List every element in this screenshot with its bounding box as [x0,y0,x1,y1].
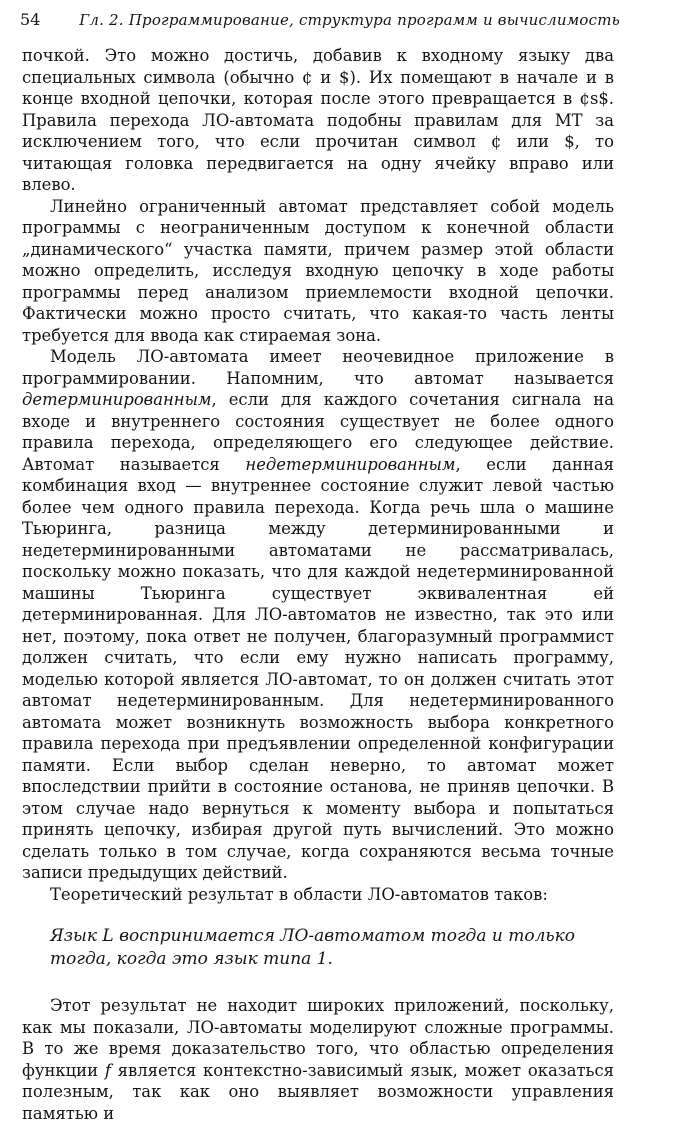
paragraph-text: , если для каждого сочетания сигнала на входе и внутреннего состояния существует не более одного правила перехода, определяющего его следующее действие. Автомат называется [22,390,614,474]
paragraph-text: Модель ЛО-автомата имеет неочевидное приложение в программировании. Напомним, что автомат называется [22,347,614,388]
paragraph-determinism [22,346,614,884]
paragraph-text: , если данная комбинация вход — внутреннее состояние служит левой частью более чем одного правила перехода. Когда речь шла о машине Тьюринга, разница между детерминированными и недетерминированными автоматами не рассматривалась, поскольку можно показать, что для каждой недетерминированной машины Тьюринга существует эквивалентная ей детерминированная. Для ЛО-автоматов не известно, так это или нет, поэтому, пока ответ не получен, благоразумный программист должен считать, что если ему нужно написать программу, моделью которой является ЛО-автомат, то он должен считать этот автомат недетерминированным. Для недетерминированного автомата может возникнуть возможность выбора конкретного правила перехода при предъявлении определенной конфигурации памяти. Если выбор сделан неверно, то автомат может впоследствии прийти в состояние останова, не приняв цепочки. В этом случае надо вернуться к моменту выбора и попытаться принять цепочку, избирая другой путь вычислений. Это можно сделать только в том случае, когда сохраняются весьма точные записи предыдущих действий. [22,454,614,882]
paragraph-continuation: почкой. Это можно достичь, добавив к входному языку два специальных символа (обычно ¢ и $). Их помещают в начале и в конце входной цепочки, которая после этого превращается в ¢s$. Правила перехода ЛО-автомата подобны правилам для МТ за исключением того, что если прочитан символ ¢ или $, то читающая головка передвигается на одну ячейку вправо или влево. [22,46,614,194]
paragraph-lba-model: Линейно ограниченный автомат представляет собой модель программы с неограниченным доступом к конечной области „динамического“ участка памяти, причем размер этой области можно определить, исследуя входную цепочку в ходе работы программы перед анализом приемлемости входной цепочки. Фактически можно просто считать, что какая-то часть ленты требуется для ввода как стираемая зона. [22,196,614,345]
paragraph-text: Этот результат не находит широких приложений, поскольку, как мы показали, ЛО-автоматы моделируют сложные программы. В то же время доказательство того, что областью определения функции [22,996,614,1080]
page-header [20,8,620,32]
page-number: 54 [20,10,41,29]
theorem-statement: Язык L воспринимается ЛО-автоматом тогда и только тогда, когда это язык типа 1. [50,926,576,969]
paragraph-theoretical-result: Теоретический результат в области ЛО-автоматов таков: [50,884,548,904]
paragraph-text: является контекстно-зависимый язык, может оказаться полезным, так как оно выявляет возможности управления памятью и [22,1060,614,1123]
function-symbol: f [104,1060,111,1080]
paragraph-applications [22,995,614,1124]
term-nondeterministic: недетерминированным [245,454,456,474]
running-title: Гл. 2. Программирование, структура программ и вычислимость [79,11,620,29]
term-deterministic: детерминированным [22,390,212,409]
page-body [22,45,614,1124]
